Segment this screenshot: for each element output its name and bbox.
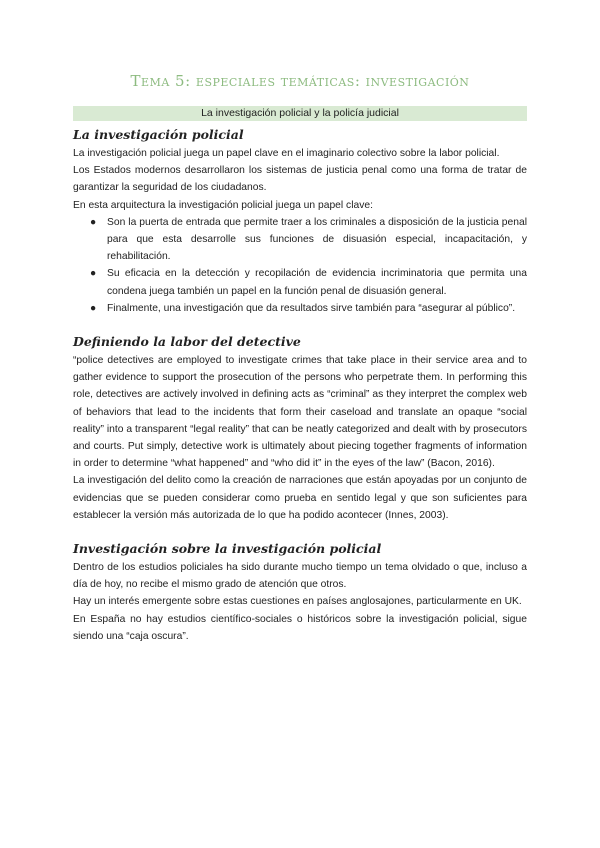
paragraph: Dentro de los estudios policiales ha sido durante mucho tiempo un tema olvidado o que, incluso a día de hoy, no recibe el mismo grado de atención que otros. [73, 562, 527, 591]
bullet-item: ● Finalmente, una investigación que da resultados sirve también para “asegurar al público”. [90, 300, 527, 317]
section-subtitle-bar: La investigación policial y la policía judicial [73, 106, 527, 121]
bullet-icon: ● [90, 216, 97, 228]
section-investigacion-sobre-investigacion [73, 540, 527, 645]
document-content [73, 126, 527, 645]
paragraph: Hay un interés emergente sobre estas cuestiones en países anglosajones, particularmente en UK. [73, 596, 522, 608]
quote-paragraph: “police detectives are employed to investigate crimes that take place in their service area and to gather evidence to support the prosecution of the persons who perpetrate them. In performing this role, detectives are actively involved in defining acts as “criminal” as they interpret the complex web of behaviors that lead to the incidents that form their caseload and translate an opaque “social reality” into a transparent “legal reality” that can be neatly categorized and dealt with by prosecutors and courts. Put simply, detective work is ultimately about piecing together fragments of information in order to determine “what happened” and “who did it” in the eyes of the law” (Bacon, 2016). [73, 355, 527, 470]
section-heading: La investigación policial [73, 127, 244, 142]
section-heading: Investigación sobre la investigación policial [73, 541, 382, 557]
paragraph: La investigación del delito como la creación de narraciones que están apoyadas por un conjunto de evidencias que se pueden considerar como prueba en sentido legal y que son suficientes para establecer la versión más autorizada de lo que ha podido acontecer (Innes, 2003). [73, 475, 527, 521]
bullet-list [73, 214, 527, 317]
bullet-icon: ● [90, 302, 97, 314]
paragraph: Los Estados modernos desarrollaron los sistemas de justicia penal como una forma de tratar de garantizar la seguridad de los ciudadanos. [73, 165, 527, 194]
paragraph: La investigación policial juega un papel clave en el imaginario colectivo sobre la labor policial. [73, 148, 500, 159]
section-investigacion-policial [73, 126, 527, 317]
bullet-icon: ● [90, 268, 97, 280]
paragraph: En España no hay estudios científico-sociales o históricos sobre la investigación policial, sigue siendo una “caja oscura”. [73, 613, 527, 642]
paragraph: En esta arquitectura la investigación policial juega un papel clave: [73, 199, 373, 211]
section-definiendo-detective [73, 333, 527, 524]
bullet-item: ● Son la puerta de entrada que permite traer a los criminales a disposición de la justicia penal para que esta desarrolle sus funciones de disuasión especial, incapacitación, y rehabilitación. [90, 214, 527, 266]
bullet-item: ● Su eficacia en la detección y recopilación de evidencia incriminatoria que permita una condena juega también un papel en la función penal de disuasión general. [90, 265, 527, 299]
section-heading: Definiendo la labor del detective [73, 334, 301, 350]
document-title: Tema 5: especiales temáticas: investigación [130, 72, 470, 90]
